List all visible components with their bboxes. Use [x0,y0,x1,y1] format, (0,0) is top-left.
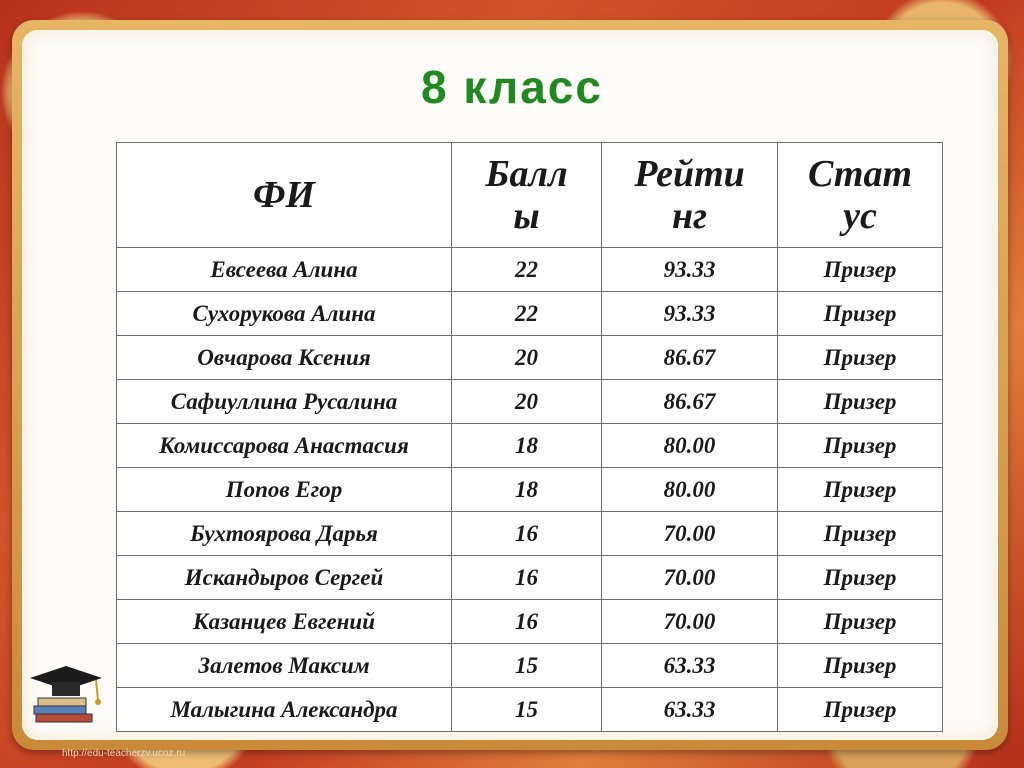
header-status: Стат ус [778,143,943,248]
table-row [117,336,943,380]
cell-name: Искандыров Сергей [117,556,452,600]
cell-status: Призер [778,468,943,512]
cell-status: Призер [778,688,943,732]
header-name: ФИ [117,143,452,248]
graduation-cap-books-icon [26,662,106,726]
cell-rating: 93.33 [602,292,778,336]
table-row [117,248,943,292]
slide-title: 8 класс [421,61,603,113]
cell-status: Призер [778,512,943,556]
cell-status: Призер [778,600,943,644]
cell-name: Малыгина Александра [117,688,452,732]
table-row [117,380,943,424]
cell-status: Призер [778,336,943,380]
cell-score: 18 [452,468,602,512]
cell-name: Комиссарова Анастасия [117,424,452,468]
cell-score: 15 [452,688,602,732]
cell-name: Бухтоярова Дарья [117,512,452,556]
results-table [116,142,943,732]
watermark: http://edu-teacherzv.ucoz.ru [62,748,186,759]
cell-rating: 70.00 [602,512,778,556]
cell-rating: 63.33 [602,644,778,688]
cell-status: Призер [778,556,943,600]
cell-score: 16 [452,556,602,600]
table-row [117,424,943,468]
cell-score: 15 [452,644,602,688]
cell-name: Сухорукова Алина [117,292,452,336]
cell-name: Попов Егор [117,468,452,512]
cell-status: Призер [778,644,943,688]
cell-status: Призер [778,380,943,424]
table-row [117,600,943,644]
cell-rating: 86.67 [602,336,778,380]
cell-rating: 80.00 [602,424,778,468]
cell-score: 20 [452,336,602,380]
cell-rating: 70.00 [602,600,778,644]
header-score: Балл ы [452,143,602,248]
cell-score: 22 [452,248,602,292]
cell-score: 16 [452,512,602,556]
table-row [117,292,943,336]
table-row [117,644,943,688]
table-row [117,468,943,512]
cell-name: Казанцев Евгений [117,600,452,644]
cell-rating: 80.00 [602,468,778,512]
table-row [117,688,943,732]
cell-rating: 93.33 [602,248,778,292]
cell-score: 16 [452,600,602,644]
cell-name: Евсеева Алина [117,248,452,292]
cell-rating: 70.00 [602,556,778,600]
cell-rating: 63.33 [602,688,778,732]
cell-score: 20 [452,380,602,424]
cell-status: Призер [778,424,943,468]
table-row [117,556,943,600]
cell-score: 22 [452,292,602,336]
table-row [117,512,943,556]
cell-score: 18 [452,424,602,468]
cell-name: Овчарова Ксения [117,336,452,380]
cell-name: Сафиуллина Русалина [117,380,452,424]
header-rating: Рейти нг [602,143,778,248]
cell-status: Призер [778,292,943,336]
cell-status: Призер [778,248,943,292]
cell-name: Залетов Максим [117,644,452,688]
table-header-row [117,143,943,248]
cell-rating: 86.67 [602,380,778,424]
